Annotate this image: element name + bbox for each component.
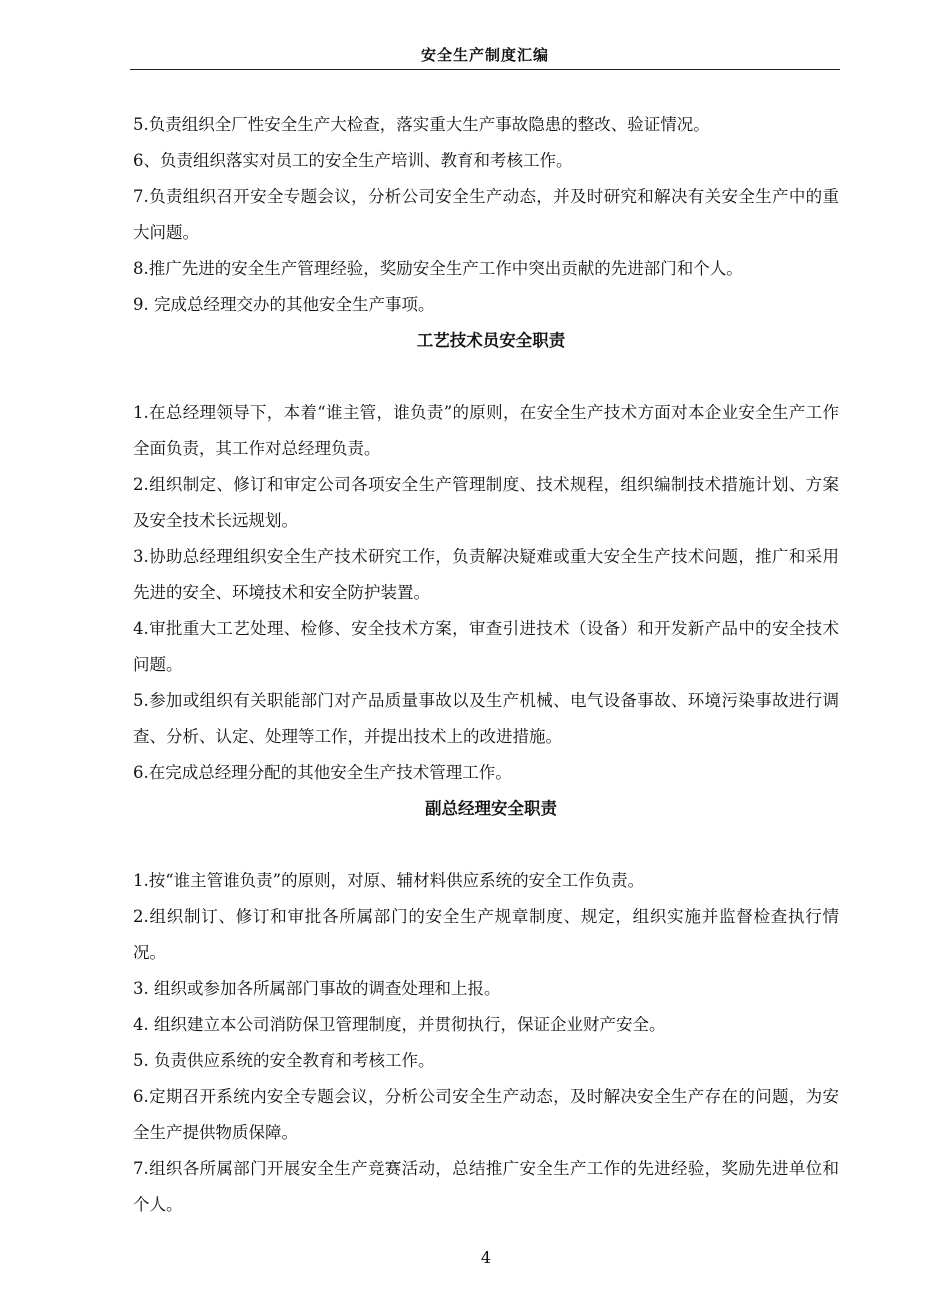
section-c-gap — [133, 827, 839, 863]
section-c-item-4: 4. 组织建立本公司消防保卫管理制度，并贯彻执行，保证企业财产安全。 — [133, 1015, 666, 1034]
section-c-item-3: 3. 组织或参加各所属部门事故的调查处理和上报。 — [133, 979, 501, 998]
section-a-item-8: 8.推广先进的安全生产管理经验，奖励安全生产工作中突出贡献的先进部门和个人。 — [133, 259, 743, 278]
page-number: 4 — [480, 1248, 492, 1267]
section-b-item-1: 1.在总经理领导下，本着“谁主管，谁负责”的原则，在安全生产技术方面对本企业安全生产工作全面负责，其工作对总经理负责。 — [133, 403, 839, 458]
header-divider — [130, 69, 840, 70]
section-a-item-6: 6、负责组织落实对员工的安全生产培训、教育和考核工作。 — [133, 151, 573, 170]
section-c-title: 副总经理安全职责 — [425, 799, 557, 818]
section-b-item-6: 6.在完成总经理分配的其他安全生产技术管理工作。 — [133, 763, 512, 782]
section-c-item-6: 6.定期召开系统内安全专题会议，分析公司安全生产动态，及时解决安全生产存在的问题，为安全生产提供物质保障。 — [133, 1087, 839, 1142]
section-a-item-5: 5.负责组织全厂性安全生产大检查，落实重大生产事故隐患的整改、验证情况。 — [133, 115, 710, 134]
section-a-item-7: 7.负责组织召开安全专题会议，分析公司安全生产动态，并及时研究和解决有关安全生产中的重大问题。 — [133, 187, 839, 242]
section-b-title: 工艺技术员安全职责 — [416, 331, 566, 350]
document-body — [133, 107, 839, 1223]
section-c-item-2: 2.组织制订、修订和审批各所属部门的安全生产规章制度、规定，组织实施并监督检查执行情况。 — [133, 907, 839, 962]
section-b-item-4: 4.审批重大工艺处理、检修、安全技术方案，审查引进技术（设备）和开发新产品中的安全技术问题。 — [133, 619, 839, 674]
section-b-item-2: 2.组织制定、修订和审定公司各项安全生产管理制度、技术规程，组织编制技术措施计划、方案及安全技术长远规划。 — [133, 475, 839, 530]
section-b-gap — [133, 359, 839, 395]
section-b-item-3: 3.协助总经理组织安全生产技术研究工作，负责解决疑难或重大安全生产技术问题，推广和采用先进的安全、环境技术和安全防护装置。 — [133, 547, 839, 602]
section-b-item-5: 5.参加或组织有关职能部门对产品质量事故以及生产机械、电气设备事故、环境污染事故进行调查、分析、认定、处理等工作，并提出技术上的改进措施。 — [133, 691, 839, 746]
section-a-item-9: 9. 完成总经理交办的其他安全生产事项。 — [133, 295, 435, 314]
page-header-title: 安全生产制度汇编 — [420, 46, 549, 64]
section-c-item-5: 5. 负责供应系统的安全教育和考核工作。 — [133, 1051, 435, 1070]
section-c-item-7: 7.组织各所属部门开展安全生产竞赛活动，总结推广安全生产工作的先进经验，奖励先进单位和个人。 — [133, 1159, 839, 1214]
section-c-item-1: 1.按“谁主管谁负责”的原则，对原、辅材料供应系统的安全工作负责。 — [133, 871, 645, 890]
